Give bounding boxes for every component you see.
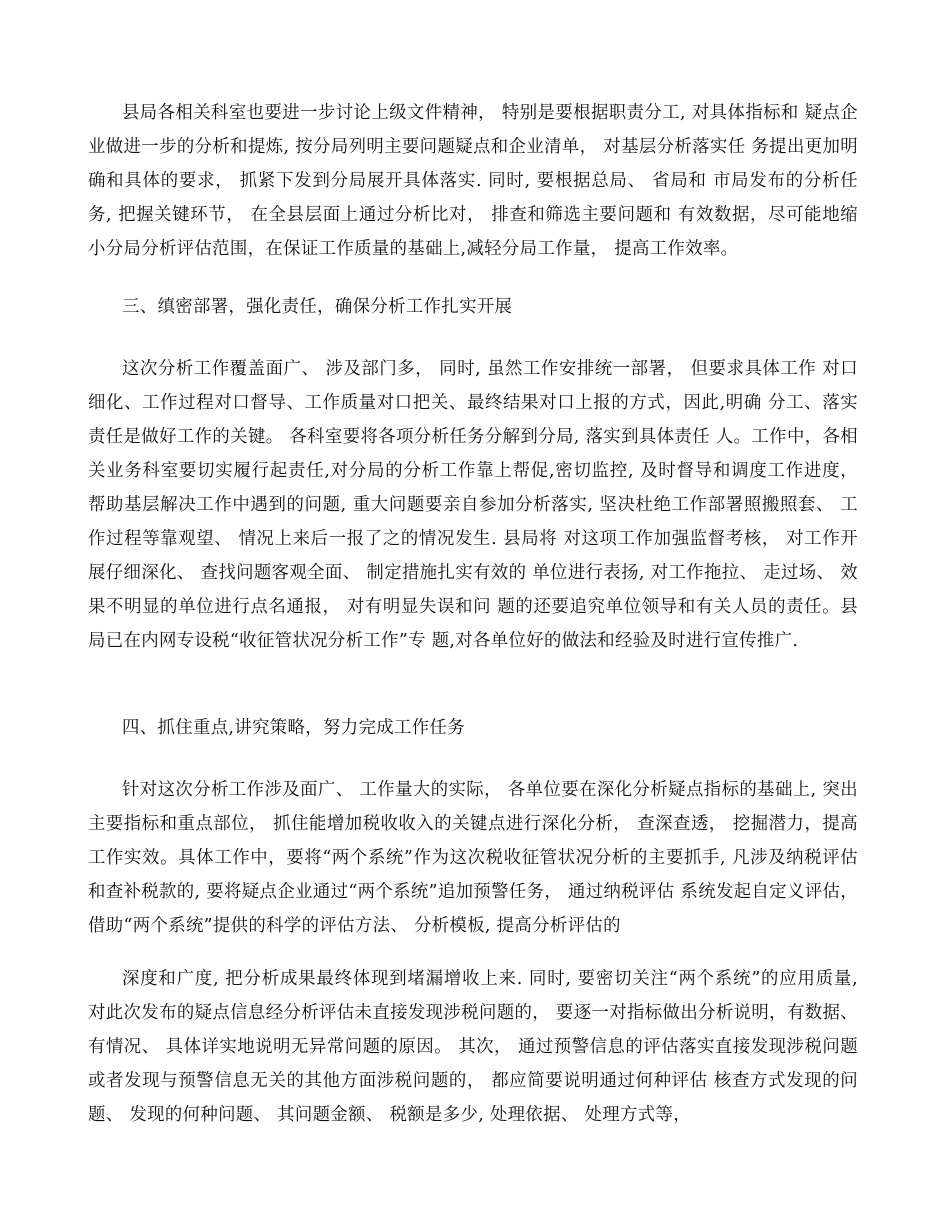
paragraph-depth-breadth: 深度和广度, 把分析成果最终体现到堵漏增收上来. 同时, 要密切关注“两个系统”的应用质量, 对此次发布的疑点信息经分析评估未直接发现涉税问题的， 要逐一对指标做出分析说明，有数据、 有情况、 具体详实地说明无异常问题的原因。 其次， 通过预警信息的评估落实直接发现涉税问题或者发现与预警信息无关的其他方面涉税问题的， 都应简要说明通过何种评估 核查方式发现的问题、 发现的何种问题、 其问题金额、 税额是多少, 处理依据、 处理方式等， (88, 969, 858, 1125)
section-heading-three: 三、缜密部署，强化责任，确保分析工作扎实开展 (122, 297, 513, 317)
paragraph-county-bureau-sections: 县局各相关科室也要进一步讨论上级文件精神， 特别是要根据职责分工, 对具体指标和 疑点企业做进一步的分析和提炼, 按分局列明主要问题疑点和企业清单， 对基层分析落实任 务提出更加明确和具体的要求， 抓紧下发到分局展开具体落实. 同时, 要根据总局、 省局和 市局发布的分析任务, 把握关键环节， 在全县层面上通过分析比对， 排查和筛选主要问题和 有效数据，尽可能地缩小分局分析评估范围，在保证工作质量的基础上,减轻分局工作量， 提高工作效率。 (88, 103, 858, 259)
paragraph-deployment-responsibility: 这次分析工作覆盖面广、 涉及部门多， 同时, 虽然工作安排统一部署， 但要求具体工作 对口细化、工作过程对口督导、工作质量对口把关、最终结果对口上报的方式，因此,明确 分工、落实责任是做好工作的关键。 各科室要将各项分析任务分解到分局, 落实到具体责任 人。工作中，各相关业务科室要切实履行起责任,对分局的分析工作靠上帮促,密切监控, 及时督导和调度工作进度， 帮助基层解决工作中遇到的问题, 重大问题要亲自参加分析落实, 坚决杜绝工作部署照搬照套、 工作过程等靠观望、 情况上来后一报了之的情况发生. 县局将 对这项工作加强监督考核， 对工作开展仔细深化、 查找问题客观全面、 制定措施扎实有效的 单位进行表扬, 对工作拖拉、 走过场、 效果不明显的单位进行点名通报， 对有明显失误和问 题的还要追究单位领导和有关人员的责任。县局已在内网专设税“收征管状况分析工作”专 题,对各单位好的做法和经验及时进行宣传推广. (88, 359, 858, 651)
paragraph-focus-strategy: 针对这次分析工作涉及面广、 工作量大的实际， 各单位要在深化分析疑点指标的基础上, 突出主要指标和重点部位， 抓住能增加税收收入的关键点进行深化分析， 查深查透， 挖掘潜力，提高工作实效。具体工作中，要将“两个系统”作为这次税收征管状况分析的主要抓手, 凡涉及纳税评估和查补税款的, 要将疑点企业通过“两个系统”追加预警任务， 通过纳税评估 系统发起自定义评估， 借助“两个系统”提供的科学的评估方法、 分析模板, 提高分析评估的 (88, 780, 858, 936)
section-heading-four: 四、抓住重点,讲究策略，努力完成工作任务 (122, 718, 465, 738)
